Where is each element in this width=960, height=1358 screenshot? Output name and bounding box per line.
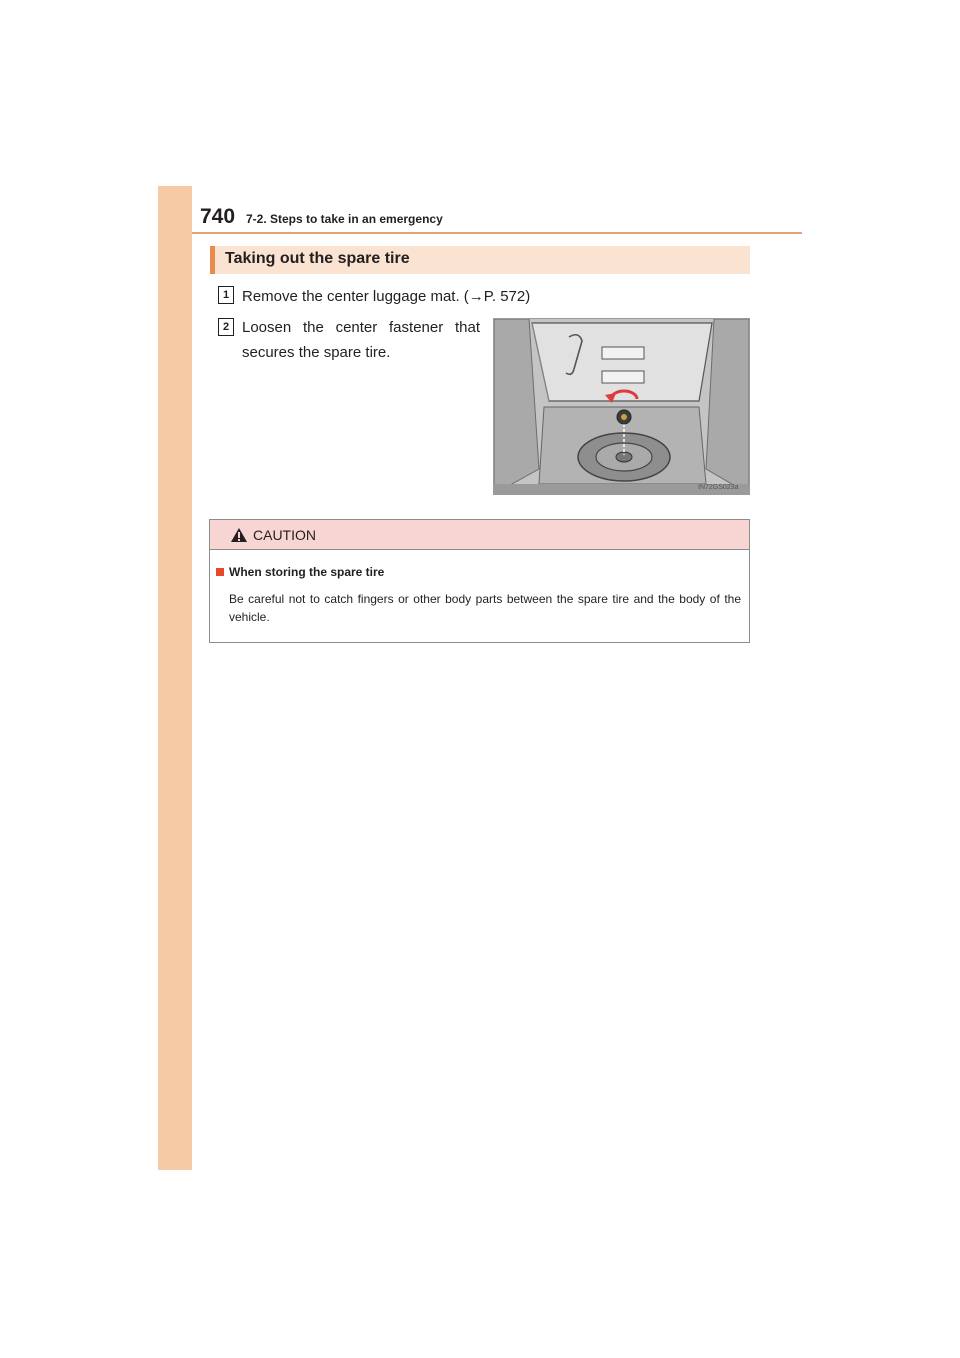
illustration-code: IN72GS023a — [698, 484, 739, 491]
bullet-square-icon — [216, 568, 224, 576]
trunk-illustration — [493, 318, 750, 495]
subheading-text: Taking out the spare tire — [225, 250, 410, 267]
section-title: 7-2. Steps to take in an emergency — [246, 212, 443, 226]
caution-item-heading — [216, 565, 384, 579]
trunk-drawing — [494, 319, 749, 494]
caution-box — [209, 519, 750, 643]
step-1-text: Remove the center luggage mat. (→P. 572) — [242, 288, 531, 305]
caution-header — [210, 520, 749, 550]
side-tab-band — [158, 186, 192, 1170]
subheading-bar — [210, 246, 750, 274]
caution-item-body: Be careful not to catch fingers or other body parts between the spare tire and the body of the vehicle. — [229, 592, 741, 624]
page-number: 740 — [200, 205, 236, 228]
caution-item-heading-text: When storing the spare tire — [229, 565, 385, 579]
step-2-badge: 2 — [218, 318, 234, 336]
page-header — [200, 205, 800, 235]
caution-title: CAUTION — [253, 527, 316, 543]
step-1-badge: 1 — [218, 286, 234, 304]
warning-icon — [230, 527, 248, 543]
step-2-text: Loosen the center fastener that secures the spare tire. — [242, 319, 480, 361]
header-rule — [192, 232, 802, 234]
